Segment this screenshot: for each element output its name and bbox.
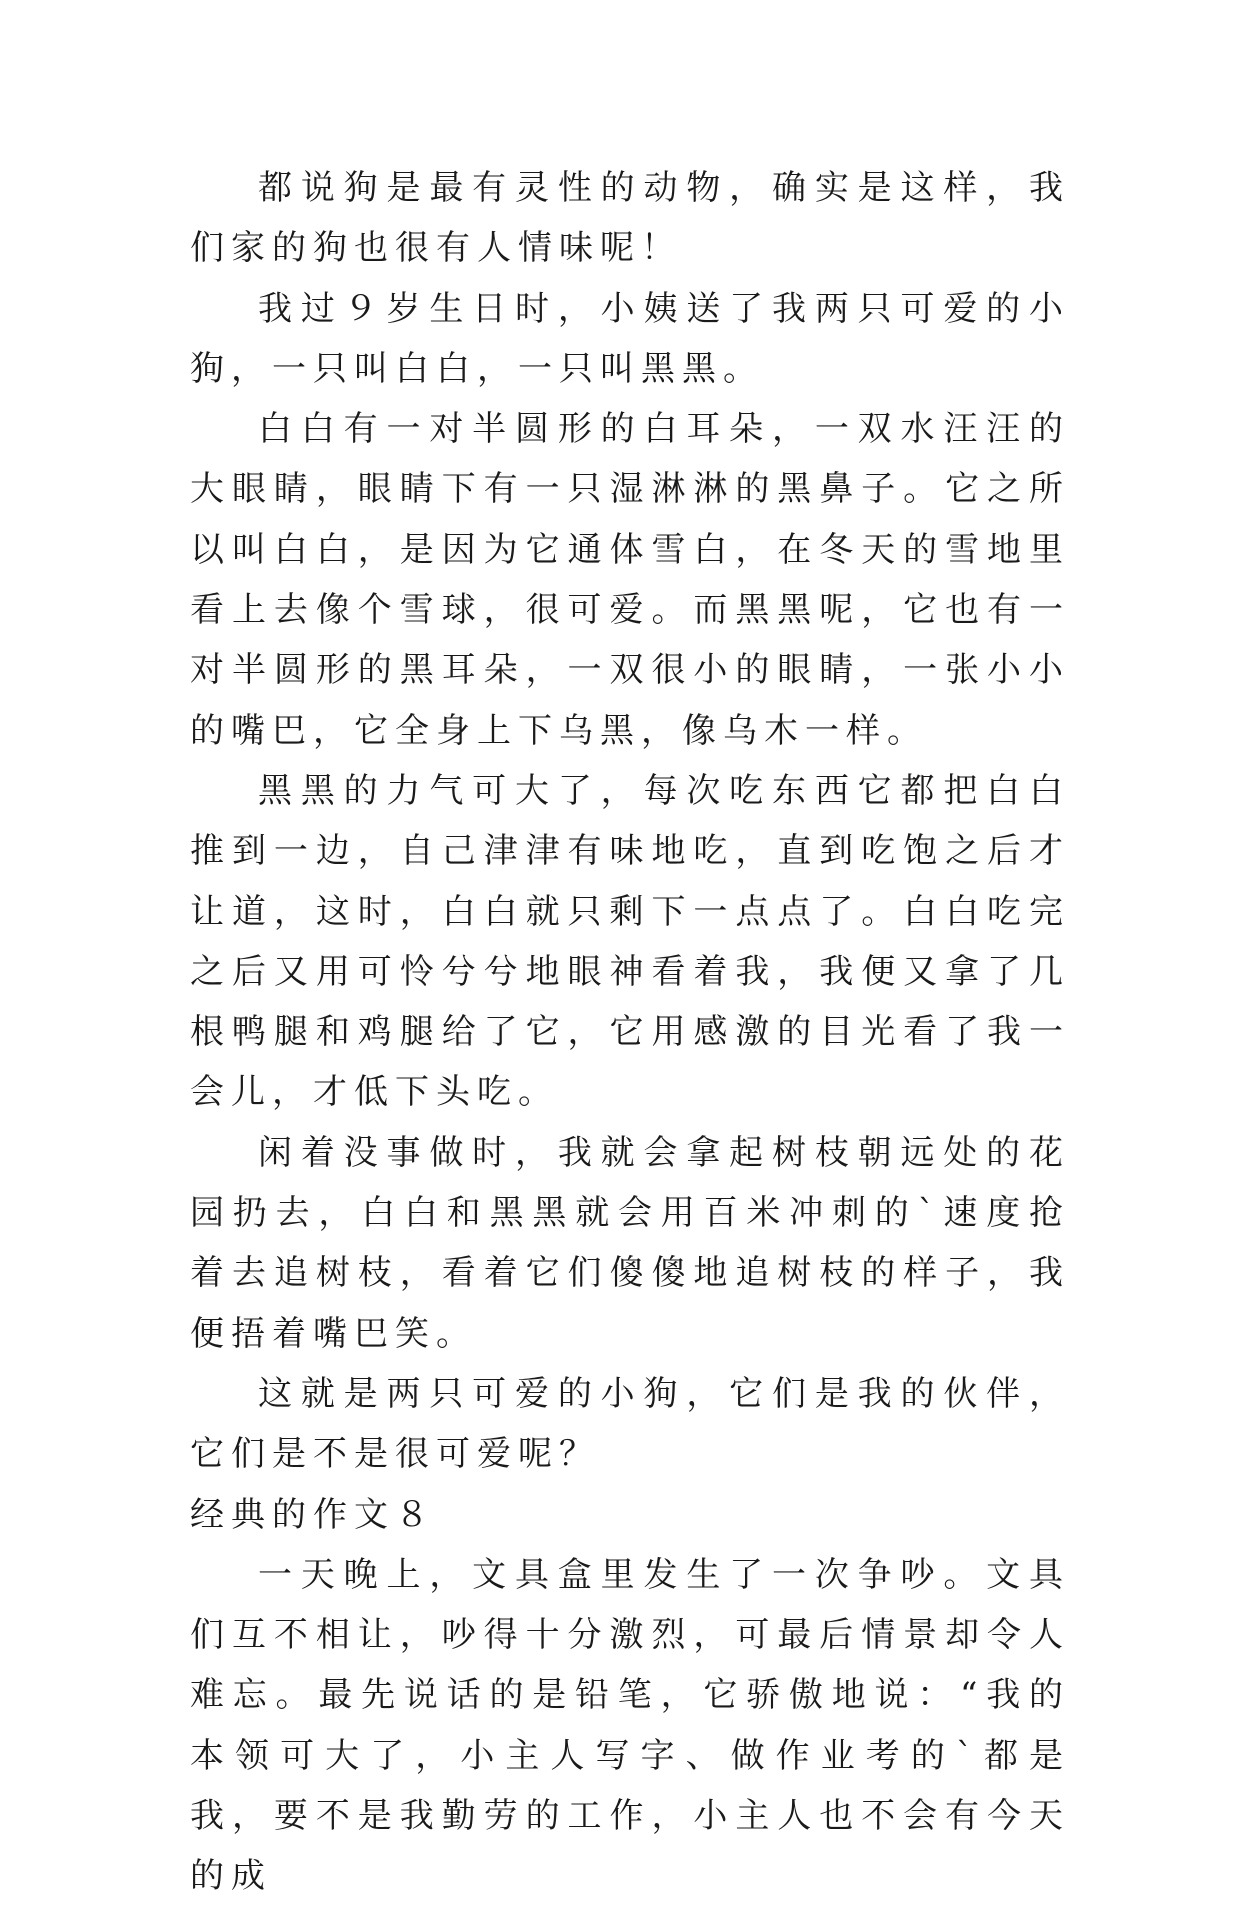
paragraph: 我过９岁生日时，小姨送了我两只可爱的小狗，一只叫白白，一只叫黑黑。 <box>190 288 1070 389</box>
section-heading: 经典的作文８ <box>190 1494 436 1535</box>
paragraph: 一天晚上，文具盒里发生了一次争吵。文具们互不相让，吵得十分激烈，可最后情景却令人难忘。最先说话的是铅笔，它骄傲地说：“我的本领可大了，小主人写字、做作业考的`都是我，要不是我勤劳的工作，小主人也不会有今天的成 <box>190 1554 1070 1897</box>
paragraph: 黑黑的力气可大了，每次吃东西它都把白白推到一边，自己津津有味地吃，直到吃饱之后才让道，这时，白白就只剩下一点点了。白白吃完之后又用可怜兮兮地眼神看着我，我便又拿了几根鸭腿和鸡腿给了它，它用感激的目光看了我一会儿，才低下头吃。 <box>190 770 1070 1113</box>
paragraph: 这就是两只可爱的小狗，它们是我的伙伴，它们是不是很可爱呢？ <box>190 1373 1070 1475</box>
paragraph: 闲着没事做时，我就会拿起树枝朝远处的花园扔去，白白和黑黑就会用百米冲刺的`速度抢着去追树枝，看着它们傻傻地追树枝的样子，我便捂着嘴巴笑。 <box>190 1132 1070 1354</box>
document-body <box>190 158 1070 1907</box>
paragraph: 白白有一对半圆形的白耳朵，一双水汪汪的大眼睛，眼睛下有一只湿淋淋的黑鼻子。它之所以叫白白，是因为它通体雪白，在冬天的雪地里看上去像个雪球，很可爱。而黑黑呢，它也有一对半圆形的黑耳朵，一双很小的眼睛，一张小小的嘴巴，它全身上下乌黑，像乌木一样。 <box>190 409 1070 751</box>
paragraph: 都说狗是最有灵性的动物，确实是这样，我们家的狗也很有人情味呢！ <box>190 168 1070 269</box>
